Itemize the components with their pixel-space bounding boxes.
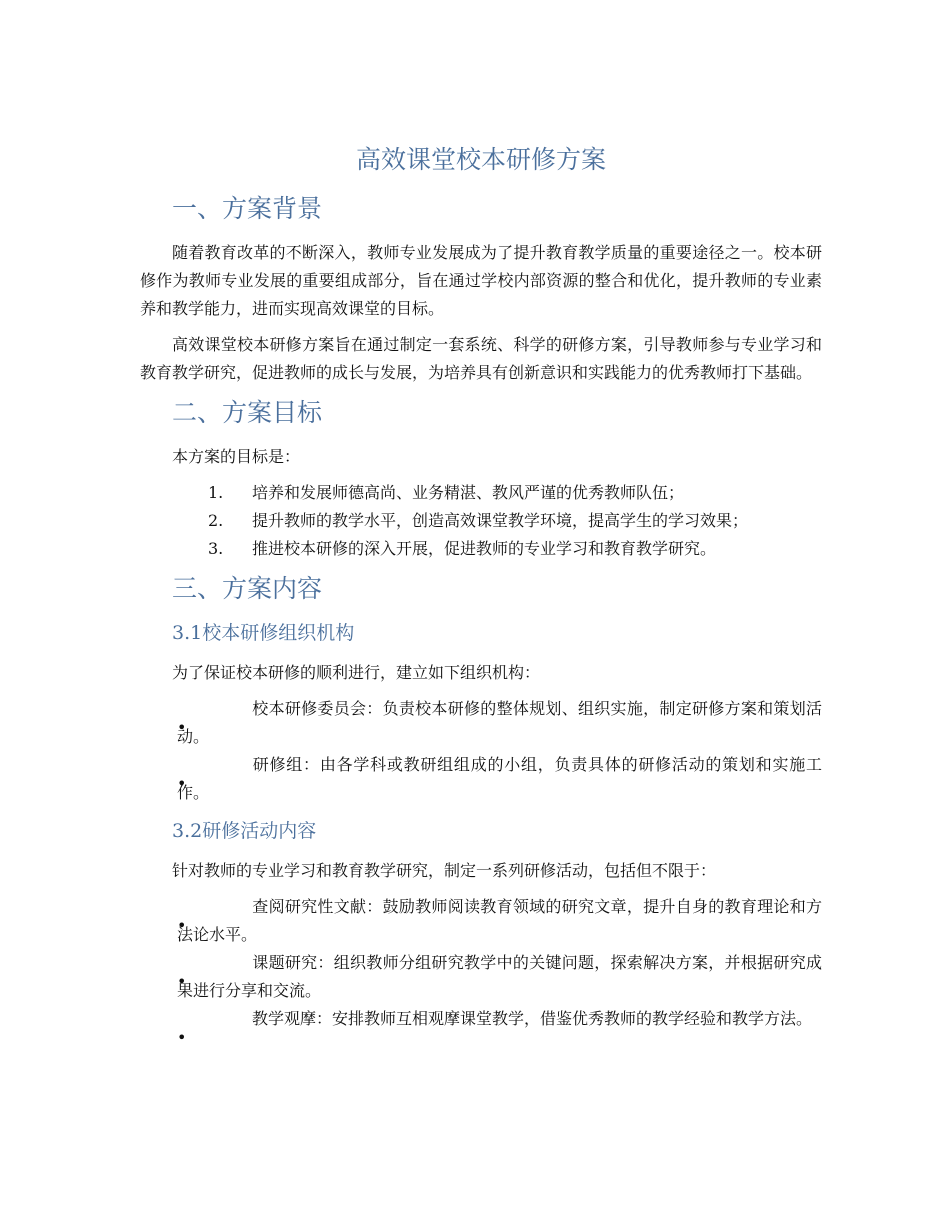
section-heading-goals: 二、方案目标 — [172, 398, 323, 427]
activities-list — [140, 893, 822, 1033]
organization-list — [140, 695, 822, 807]
activity-item — [177, 893, 822, 949]
goal-item — [140, 507, 830, 535]
activity-item-text: 教学观摩：安排教师互相观摩课堂教学，借鉴优秀教师的教学经验和教学方法。 — [252, 1009, 813, 1028]
organization-item-text: 校本研修委员会：负责校本研修的整体规划、组织实施，制定研修方案和策划活动。 — [177, 699, 822, 746]
goal-number: 2. — [208, 511, 224, 530]
subsection-heading-activities: 3.2研修活动内容 — [172, 820, 317, 842]
goal-text: 推进校本研修的深入开展，促进教师的专业学习和教育教学研究。 — [252, 539, 717, 558]
activities-lead: 针对教师的专业学习和教育教学研究，制定一系列研修活动，包括但不限于： — [172, 861, 717, 880]
activity-item-text: 查阅研究性文献：鼓励教师阅读教育领域的研究文章，提升自身的教育理论和方法论水平。 — [177, 897, 822, 944]
document-title: 高效课堂校本研修方案 — [355, 145, 606, 174]
goal-text: 培养和发展师德高尚、业务精湛、教风严谨的优秀教师队伍； — [252, 483, 685, 502]
goal-number: 3. — [208, 539, 224, 558]
goal-item — [140, 535, 830, 563]
goals-lead: 本方案的目标是： — [172, 447, 301, 466]
organization-item — [177, 751, 822, 807]
organization-lead: 为了保证校本研修的顺利进行，建立如下组织机构： — [172, 663, 541, 682]
background-paragraph-2: 高效课堂校本研修方案旨在通过制定一套系统、科学的研修方案，引导教师参与专业学习和教育教学研究，促进教师的成长与发展，为培养具有创新意识和实践能力的优秀教师打下基础。 — [140, 335, 822, 382]
background-paragraph-1: 随着教育改革的不断深入，教师专业发展成为了提升教育教学质量的重要途径之一。校本研修作为教师专业发展的重要组成部分，旨在通过学校内部资源的整合和优化，提升教师的专业素养和教学能力，进而实现高效课堂的目标。 — [140, 243, 822, 318]
subsection-heading-organization: 3.1校本研修组织机构 — [172, 622, 355, 644]
section-heading-background: 一、方案背景 — [172, 194, 323, 223]
section-heading-content: 三、方案内容 — [172, 574, 323, 603]
goal-text: 提升教师的教学水平，创造高效课堂教学环境，提高学生的学习效果； — [252, 511, 749, 530]
goals-list — [140, 479, 822, 563]
organization-item-text: 研修组：由各学科或教研组组成的小组，负责具体的研修活动的策划和实施工作。 — [177, 755, 822, 802]
organization-item — [177, 695, 822, 751]
activity-item-text: 课题研究：组织教师分组研究教学中的关键问题，探索解决方案，并根据研究成果进行分享和交流。 — [177, 953, 822, 1000]
goal-number: 1. — [208, 483, 224, 502]
activity-item — [177, 1005, 822, 1033]
activity-item — [177, 949, 822, 1005]
goal-item — [140, 479, 830, 507]
